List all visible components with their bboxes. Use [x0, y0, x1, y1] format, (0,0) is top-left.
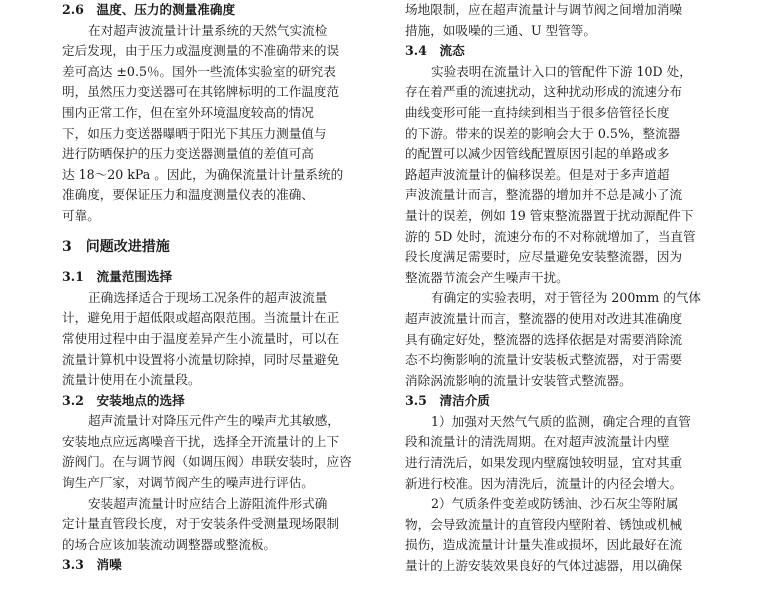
text-line: 询生产厂家，对调节阀产生的噪声进行评估。: [62, 475, 314, 491]
section-heading: 2.6 温度、压力的测量准确度: [62, 2, 236, 17]
text-line: 明，虽然压力变送器可在其铭牌标明的工作温度范: [62, 84, 340, 100]
text-line: 超声流量计对降压元件产生的噪声尤其敏感，: [88, 413, 340, 429]
text-line: 在对超声波流量计计量系统的天然气实流检: [88, 22, 328, 38]
text-line: 新进行校准。因为清洗后，流量计的内径会增大。: [405, 475, 683, 491]
text-line: 达 18～20 kPa 。因此，为确保流量计计量系统的: [62, 166, 344, 182]
text-line: 路超声波流量计的偏移误差。但是对于多声道超: [405, 166, 670, 182]
section-heading: 3.3 消噪: [62, 557, 122, 573]
text-line: 下，如压力变送器曝晒于阳光下其压力测量值与: [62, 125, 327, 141]
text-line: 的场合应该加装流动调整器或整流板。: [62, 536, 277, 552]
text-line: 物，会导致流量计的直管段内壁附着、锈蚀或机械: [405, 516, 683, 532]
text-line: 具有确定好处，整流器的选择依据是对需要消除流: [405, 331, 683, 347]
text-line: 计，避免用于超低限或超高限范围。当流量计在正: [62, 310, 340, 326]
text-line: 常使用过程中由于温度差异产生小流量时，可以在: [62, 330, 340, 346]
text-line: 损伤，造成流量计计量失准或损坏，因此最好在流: [405, 537, 683, 553]
text-line: 安装地点应远离噪音干扰，选择全开流量计的上下: [62, 433, 340, 449]
text-line: 态不均衡影响的流量计安装板式整流器，对于需要: [405, 352, 683, 368]
text-line: 定计量直管段长度，对于安装条件受测量现场限制: [62, 516, 340, 532]
text-line: 的下游。带来的误差的影响会大于 0.5%，整流器: [405, 125, 681, 141]
text-line: 流量计算机中设置将小流量切除掉，同时尽量避免: [62, 351, 340, 367]
spacer: [62, 227, 392, 237]
text-line: 存在着严重的流速扰动，这种扰动形成的流速分布: [405, 84, 683, 100]
text-line: 的配置可以减少因管线配置原因引起的单路或多: [405, 146, 670, 162]
section-heading: 3.4 流态: [405, 43, 465, 59]
text-line: 安装超声流量计时应结合上游阻流件形式确: [88, 495, 328, 511]
text-line: 量计的上游安装效果良好的气体过滤器，用以确保: [405, 558, 683, 574]
text-line: 围内正常工作，但在室外环境温度较高的情况: [62, 104, 314, 120]
text-line: 超声波流量计而言，整流器的使用对改进其准确度: [405, 310, 683, 326]
text-line: 声波流量计而言，整流器的增加并不总是减小了流: [405, 187, 683, 203]
text-line: 段长度满足需要时，应尽量避免安装整流器，因为: [405, 249, 683, 265]
text-line: 正确选择适合于现场工况条件的超声波流量: [88, 289, 328, 305]
text-line: 段和流量计的清洗周期。在对超声波流量计内壁: [405, 434, 670, 450]
text-line: 准确度，要保证压力和温度测量仪表的准确、: [62, 187, 314, 203]
text-line: 有确定的实验表明，对于管径为 200mm 的气体: [431, 290, 702, 306]
spacer: [62, 257, 392, 267]
text-line: 场地限制，应在超声流量计与调节阀之间增加消噪: [405, 2, 683, 17]
text-line: 进行防晒保护的压力变送器测量值的差值可高: [62, 146, 314, 162]
section-heading: 3 问题改进措施: [62, 238, 170, 255]
text-line: 2）气质条件变差或防锈油、沙石灰尘等附属: [431, 496, 679, 512]
text-line: 游的 5D 处时，流速分布的不对称就增加了，当直管: [405, 228, 696, 244]
section-heading: 3.2 安装地点的选择: [62, 392, 185, 408]
text-line: 措施，如吸噪的三通、U 型管等。: [405, 22, 596, 38]
text-line: 游阀门。在与调节阀（如调压阀）串联安装时，应咨: [62, 454, 352, 470]
text-line: 定后发现，由于压力或温度测量的不准确带来的误: [62, 43, 340, 59]
right-column: [405, 0, 717, 577]
left-column: [62, 0, 392, 576]
text-line: 流量计使用在小流量段。: [62, 372, 201, 388]
text-line: 差可高达 ±0.5％。国外一些流体实验室的研究表: [62, 63, 336, 79]
text-line: 量计的误差，例如 19 管束整流器置于扰动源配件下: [405, 207, 694, 223]
text-line: 曲线变形可能一直持续到相当于很多倍管径长度: [405, 104, 670, 120]
section-heading: 3.1 流量范围选择: [62, 269, 173, 285]
text-line: 进行清洗后，如果发现内壁腐蚀较明显，宜对其重: [405, 455, 683, 471]
text-line: 可靠。: [62, 207, 100, 223]
text-line: 1）加强对天然气气质的监测，确定合理的直管: [431, 413, 691, 429]
section-heading: 3.5 清洁介质: [405, 393, 490, 409]
text-line: 实验表明在流量计入口的管配件下游 10D 处，: [431, 63, 692, 79]
text-line: 消除涡流影响的流量计安装管式整流器。: [405, 372, 632, 388]
text-line: 整流器节流会产生噪声干扰。: [405, 269, 569, 285]
